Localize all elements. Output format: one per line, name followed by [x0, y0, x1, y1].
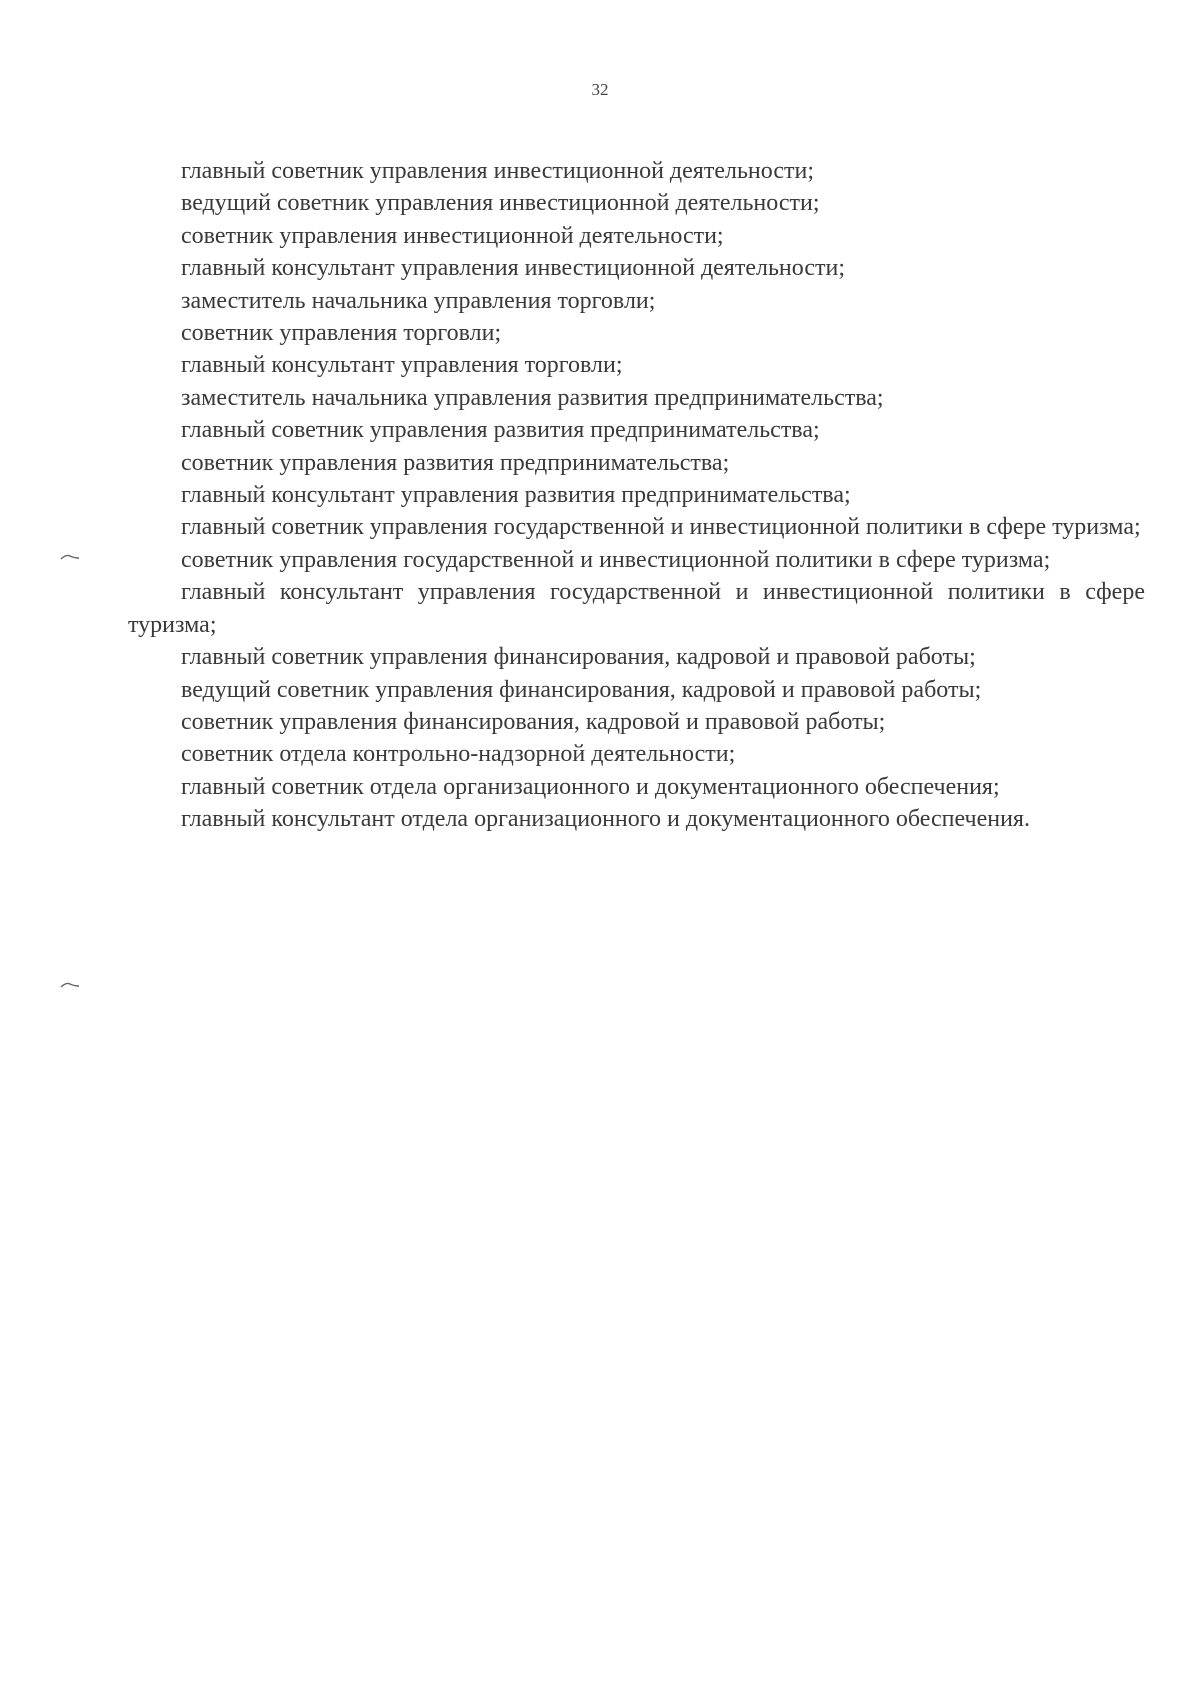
list-item: главный советник управления финансирования, кадровой и правовой работы; — [181, 644, 976, 671]
list-item: советник управления финансирования, кадровой и правовой работы; — [181, 708, 886, 735]
list-item: главный консультант управления торговли; — [181, 352, 623, 379]
list-item: советник управления развития предпринимательства; — [181, 449, 730, 476]
list-item: главный консультант управления инвестиционной деятельности; — [181, 255, 845, 282]
list-item: главный советник управления развития предпринимательства; — [181, 417, 820, 444]
list-item: советник управления государственной и инвестиционной политики в сфере туризма; — [181, 546, 1051, 573]
list-item: главный советник управления государственной и инвестиционной политики в сфере туризма; — [181, 514, 1141, 541]
list-item: советник управления инвестиционной деятельности; — [181, 222, 724, 249]
list-item: заместитель начальника управления торговли; — [181, 287, 656, 314]
list-item: ведущий советник управления инвестиционной деятельности; — [181, 190, 820, 217]
list-item: главный консультант управления государственной и инвестиционной политики в сфере туризма; — [128, 579, 1145, 638]
list-item: главный советник управления инвестиционной деятельности; — [181, 158, 814, 184]
margin-pencil-mark — [60, 553, 80, 561]
document-body — [128, 155, 1145, 836]
list-item: главный консультант отдела организационного и документационного обеспечения. — [181, 806, 1030, 833]
margin-pencil-mark — [60, 981, 80, 989]
list-item: заместитель начальника управления развития предпринимательства; — [181, 384, 884, 411]
page-number: 32 — [591, 80, 609, 99]
list-item: советник отдела контрольно-надзорной деятельности; — [181, 741, 736, 768]
list-item: главный консультант управления развития предпринимательства; — [181, 482, 851, 509]
list-item: ведущий советник управления финансирования, кадровой и правовой работы; — [181, 676, 982, 703]
list-item: советник управления торговли; — [181, 320, 502, 347]
list-item: главный советник отдела организационного и документационного обеспечения; — [181, 773, 1000, 800]
